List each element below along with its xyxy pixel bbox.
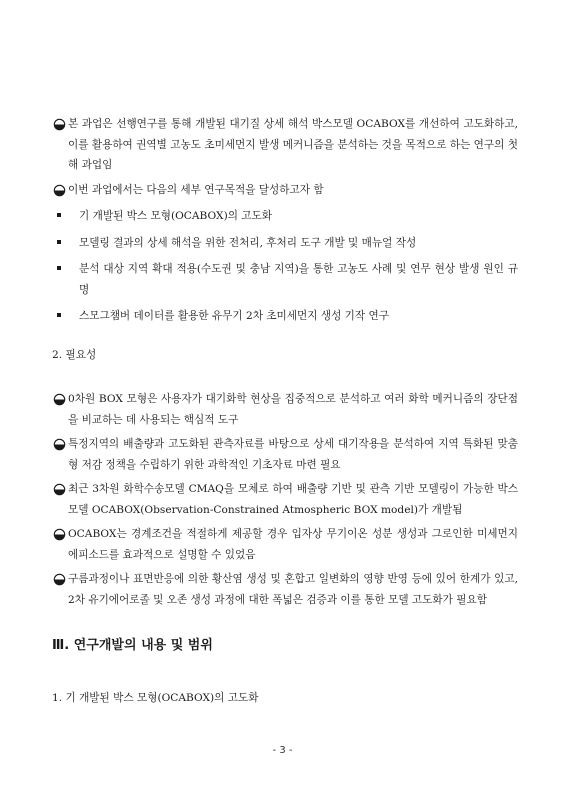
intro-paragraph-1 xyxy=(52,114,518,176)
square-bullet-icon xyxy=(57,213,61,217)
square-bullet-icon xyxy=(57,240,61,244)
necessity-heading: 2. 필요성 xyxy=(52,348,97,361)
section-heading: Ⅲ. 연구개발의 내용 및 범위 xyxy=(52,638,213,653)
circle-bullet-icon xyxy=(52,527,67,542)
square-bullet-icon xyxy=(57,266,61,270)
square-bullet-icon xyxy=(57,313,61,317)
circle-bullet-icon xyxy=(52,392,67,407)
intro-paragraph-2-text: 이번 과업에서는 다음의 세부 연구목적을 달성하고자 함 xyxy=(68,183,324,196)
circle-bullet-icon xyxy=(52,482,67,497)
objective-item: 스모그챔버 데이터를 활용한 유무기 2차 초미세먼지 생성 기작 연구 xyxy=(52,306,518,327)
circle-bullet-icon xyxy=(52,572,67,587)
circle-bullet-icon xyxy=(52,117,67,132)
objective-item: 기 개발된 박스 모형(OCABOX)의 고도화 xyxy=(52,206,518,227)
circle-bullet-icon xyxy=(52,437,67,452)
intro-paragraph-1-text: 본 과업은 선행연구를 통해 개발된 대기질 상세 해석 박스모델 OCABOX를 개선하여 고도화하고, 이를 활용하여 권역별 고농도 초미세먼지 발생 메커니즘을 분석하는 것을 목적으로 하는 연구의 첫 해 과업임 xyxy=(68,118,518,171)
necessity-paragraph: 구름과정이나 표면반응에 의한 황산염 생성 및 혼합고 일변화의 영향 반영 등에 있어 한계가 있고, 2차 유기에어로졸 및 오존 생성 과정에 대한 폭넓은 검증과 이를 통한 모델 고도화가 필요함 xyxy=(52,569,518,610)
necessity-paragraph: 특정지역의 배출량과 고도화된 관측자료를 바탕으로 상세 대기작용을 분석하여 지역 특화된 맞춤형 저감 정책을 수립하기 위한 과학적인 기초자료 마련 필요 xyxy=(52,434,518,475)
necessity-paragraph: 0차원 BOX 모형은 사용자가 대기화학 현상을 집중적으로 분석하고 여러 화학 메커니즘의 장단점을 비교하는 데 사용되는 핵심적 도구 xyxy=(52,389,518,430)
objective-item: 분석 대상 지역 확대 적용(수도권 및 충남 지역)을 통한 고농도 사례 및 연무 현상 발생 원인 규명 xyxy=(52,259,518,300)
necessity-paragraph: OCABOX는 경계조건을 적절하게 제공할 경우 입자상 무기이온 성분 생성과 그로인한 미세먼지 에피소드를 효과적으로 설명할 수 있었음 xyxy=(52,524,518,565)
page-content xyxy=(52,114,518,709)
necessity-paragraph: 최근 3차원 화학수송모델 CMAQ을 모체로 하여 배출량 기반 및 관측 기반 모델링이 가능한 박스모델 OCABOX(Observation-Constrained Atmospheric BOX model)가 개발됨 xyxy=(52,479,518,520)
intro-paragraph-2 xyxy=(52,180,518,201)
objective-item: 모델링 결과의 상세 해석을 위한 전처리, 후처리 도구 개발 및 매뉴얼 작성 xyxy=(52,233,518,254)
circle-bullet-icon xyxy=(52,183,67,198)
subsection-heading: 1. 기 개발된 박스 모형(OCABOX)의 고도화 xyxy=(52,692,259,704)
page-number: - 3 - xyxy=(272,745,293,756)
